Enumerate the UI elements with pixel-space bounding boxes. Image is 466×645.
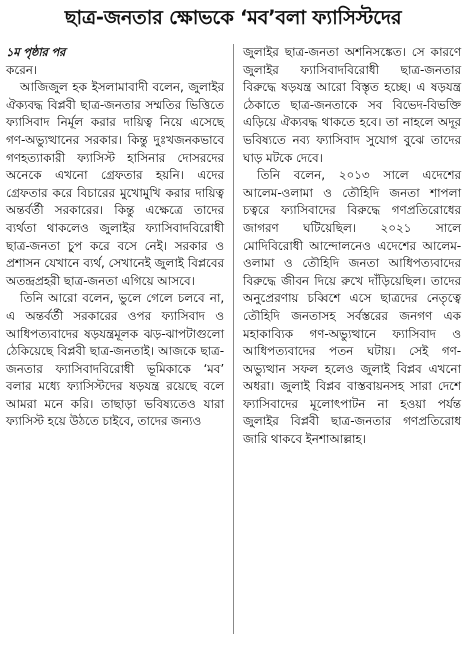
article-headline: ছাত্র-জনতার ক্ষোভকে ‘মব’বলা ফ্যাসিস্টদের	[64, 6, 402, 29]
paragraph: জুলাইর ছাত্র-জনতা অশনিসঙ্কেত। সে কারণে জুলাইর ফ্যাসিবাদবিরোধী ছাত্র-জনতার বিরুদ্ধে ষড়যন্ত্র আরো বিস্তৃত হচ্ছে। এ ষড়যন্ত্র ঠেকাতে ছাত্র-জনতাকে সব বিভেদ-বিভক্তি এড়িয়ে ঐক্যবদ্ধ থাকতে হবে। তা নাহলে অদূর ভবিষ্যতে নব্য ফ্যাসিবাদ সুযোগ বুঝে তাদের ঘাড় মটকে দেবে।	[243, 45, 461, 165]
article-left-column	[6, 44, 224, 431]
paragraph: তিনি আরো বলেন, ভুলে গেলে চলবে না, এ অন্তর্বর্তী সরকারের ওপর ফ্যাসিবাদ ও আধিপত্যবাদের ষড়যন্ত্রমূলক ঝড়-ঝাপটাগুলো ঠেকিয়েছে বিপ্লবী ছাত্র-জনতাই। আজকে ছাত্র-জনতার ফ্যাসিবাদবিরোধী ভূমিকাকে ‘মব’ বলার মধ্যে ফ্যাসিস্টদের ষড়যন্ত্র রয়েছে বলে আমরা মনে করি। তাছাড়া ভবিষ্যতেও যারা ফ্যাসিস্ট হয়ে উঠতে চাইবে, তাদের জন্যও	[6, 291, 224, 429]
paragraph: আজিজুল হক ইসলামাবাদী বলেন, জুলাইর ঐক্যবদ্ধ বিপ্লবী ছাত্র-জনতার সম্মতির ভিত্তিতে ফ্যাসিবাদ নির্মূল করার দায়িত্ব নিয়ে এসেছে গণ-অভ্যুত্থানের সরকার। কিন্তু দুঃখজনকভাবে গণহত্যাকারী ফ্যাসিস্ট হাসিনার দোসরদের অনেকে এখনো গ্রেফতার হয়নি। এদের গ্রেফতার করে বিচারের মুখোমুখি করার দায়িত্ব অন্তর্বর্তী সরকারের। কিন্তু এক্ষেত্রে তাদের ব্যর্থতা থাকলেও জুলাইর ফ্যাসিবাদবিরোধী ছাত্র-জনতা চুপ করে বসে নেই। সরকার ও প্রশাসন যেখানে ব্যর্থ, সেখানেই জুলাই বিপ্লবের অতন্দ্রপ্রহরী ছাত্র-জনতা এগিয়ে আসবে।	[6, 80, 224, 288]
article-right-column	[243, 44, 461, 449]
paragraph: করেন।	[6, 62, 37, 77]
column-divider	[233, 44, 234, 634]
continued-from-label: ১ম পৃষ্ঠার পর	[6, 45, 66, 59]
paragraph: তিনি বলেন, ২০১৩ সালে এদেশের আলেম-ওলামা ও তৌহিদি জনতা শাপলা চত্বরে ফ্যাসিবাদের বিরুদ্ধে গণপ্রতিরোধের জাগরণ ঘটিয়েছিল। ২০২১ সালে মোদিবিরোধী আন্দোলনেও এদেশের আলেম-ওলামা ও তৌহিদি জনতা আধিপত্যবাদের বিরুদ্ধে জীবন দিয়ে রুখে দাঁড়িয়েছিল। তাদের অনুপ্রেরণায় চব্বিশে এসে ছাত্রদের নেতৃত্বে তৌহিদি জনতাসহ সর্বস্তরের জনগণ এক মহাকাব্যিক গণ-অভ্যুত্থানে ফ্যাসিবাদ ও আধিপত্যবাদের পতন ঘটায়। সেই গণ-অভ্যুত্থান সফল হলেও জুলাই বিপ্লব এখনো অধরা। জুলাই বিপ্লব বাস্তবায়নসহ সারা দেশে ফ্যাসিবাদের মূলোৎপাটন না হওয়া পর্যন্ত জুলাইর বিপ্লবী ছাত্র-জনতার গণপ্রতিরোধ জারি থাকবে ইনশাআল্লাহ।	[243, 168, 461, 447]
